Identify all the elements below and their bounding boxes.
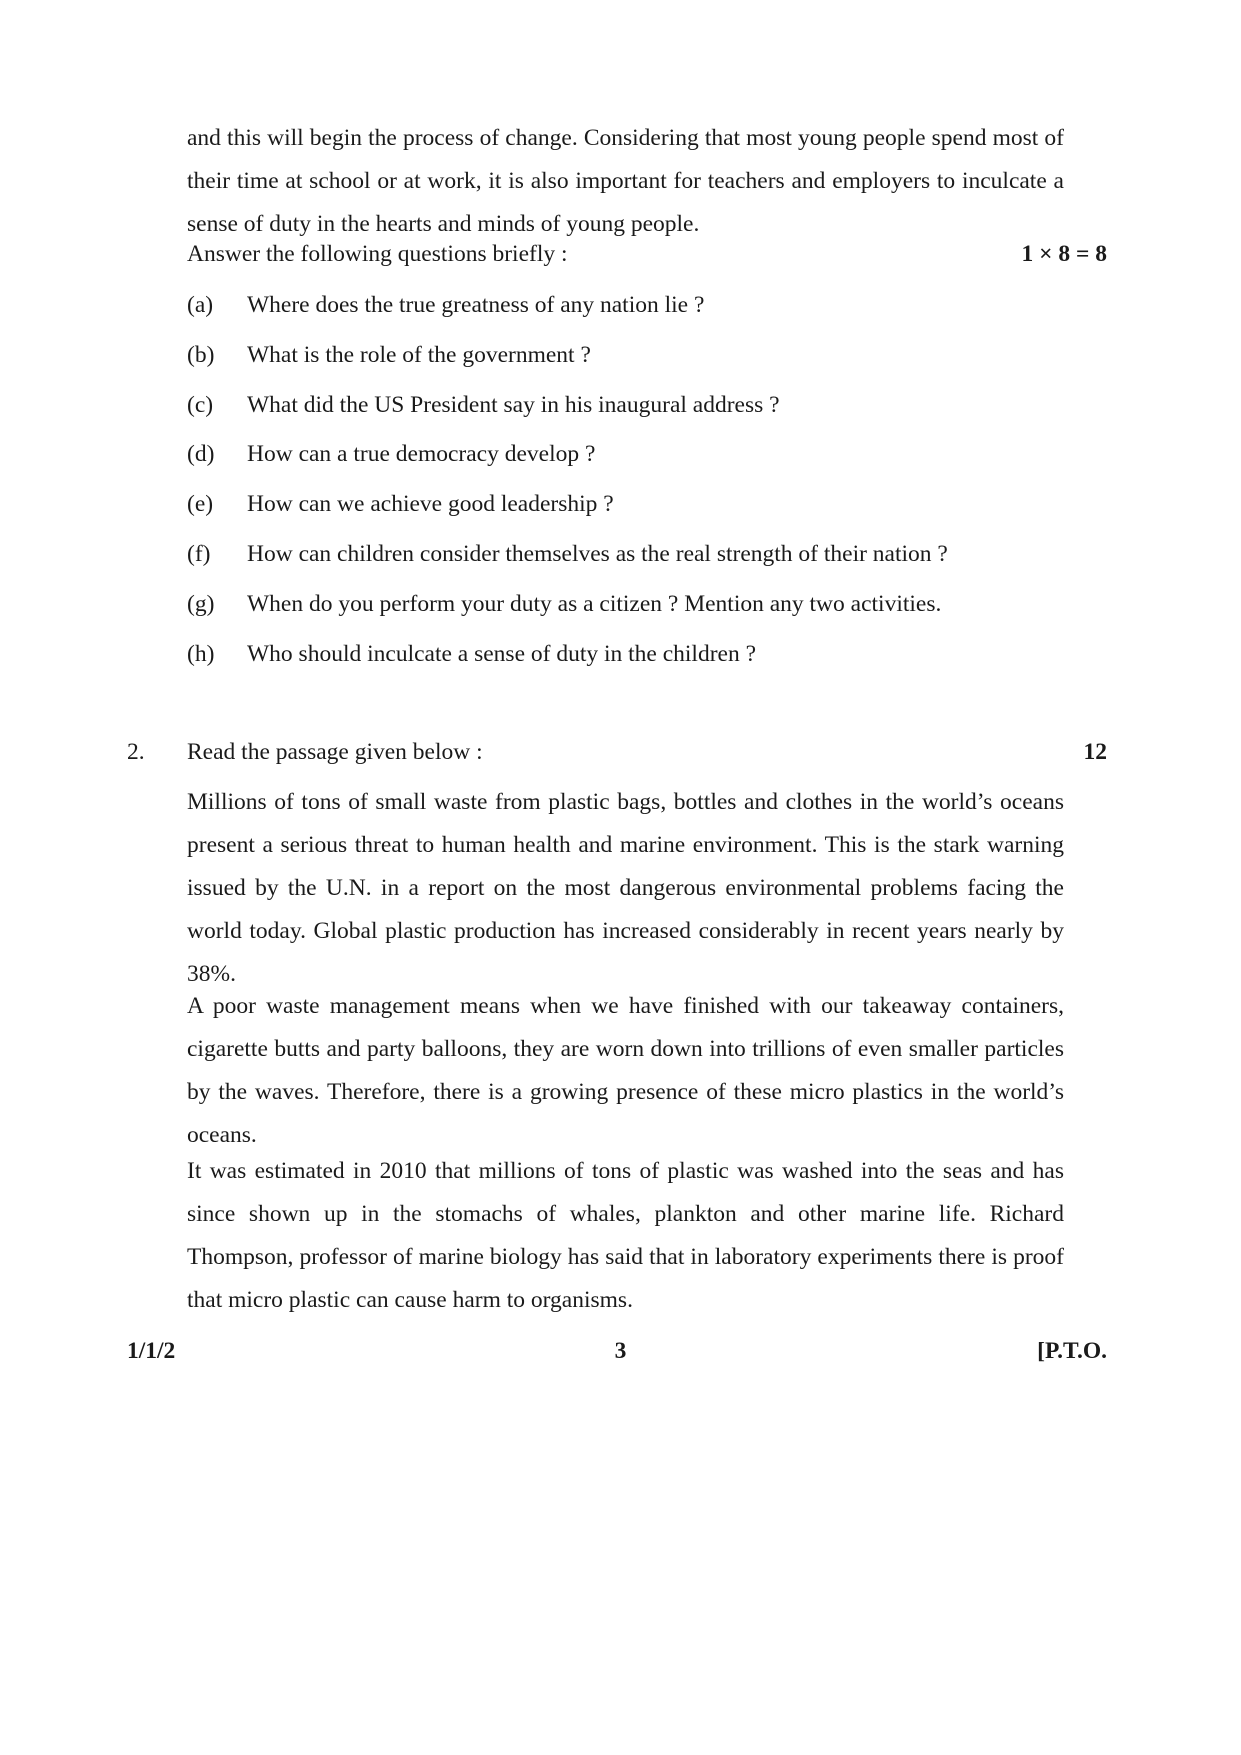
q1-marks: 1 × 8 = 8 xyxy=(1021,241,1107,267)
question-text: What is the role of the government ? xyxy=(247,342,591,368)
question-label: (e) xyxy=(187,491,214,517)
question-text: What did the US President say in his inaugural address ? xyxy=(247,392,780,418)
passage-paragraph: Millions of tons of small waste from plastic bags, bottles and clothes in the world’s oceans present a serious threat to human health and marine environment. This is the stark warning issued by the U.N. in a report on the most dangerous environmental problems facing the world today. Global plastic production has increased considerably in recent years nearly by 38%. xyxy=(187,789,1064,987)
question-label: (b) xyxy=(187,342,215,368)
question-item xyxy=(187,539,1107,569)
q2-instruction: Read the passage given below : xyxy=(187,739,483,765)
question-text: Who should inculcate a sense of duty in the children ? xyxy=(247,641,757,667)
question-label: (c) xyxy=(187,392,214,418)
question-label: (d) xyxy=(187,441,215,467)
question-text: How can we achieve good leadership ? xyxy=(247,491,614,517)
question-label: (h) xyxy=(187,641,215,667)
q1-instruction: Answer the following questions briefly : xyxy=(187,241,568,267)
question-item xyxy=(187,589,1107,619)
question-text: When do you perform your duty as a citizen ? Mention any two activities. xyxy=(247,591,942,617)
question-item xyxy=(187,340,1107,370)
question-item xyxy=(187,439,1107,469)
question-text: How can children consider themselves as the real strength of their nation ? xyxy=(247,541,948,567)
q2-header xyxy=(127,737,1107,767)
question-text: Where does the true greatness of any nation lie ? xyxy=(247,292,705,318)
question-label: (a) xyxy=(187,292,214,318)
question-item xyxy=(187,489,1107,519)
question-label: (f) xyxy=(187,541,211,567)
q1-header xyxy=(187,239,1107,269)
footer-code: 1/1/2 xyxy=(127,1338,176,1364)
question-item xyxy=(187,639,1107,669)
passage-paragraph: It was estimated in 2010 that millions of tons of plastic was washed into the seas and has since shown up in the stomachs of whales, plankton and other marine life. Richard Thompson, professor of marine biology has said that in laboratory experiments there is proof that micro plastic can cause harm to organisms. xyxy=(187,1158,1064,1313)
intro-paragraph: and this will begin the process of change. Considering that most young people spend most of their time at school or at work, it is also important for teachers and employers to inculcate a sense of duty in the hearts and minds of young people. xyxy=(187,125,1064,237)
question-label: (g) xyxy=(187,591,215,617)
footer-pto: [P.T.O. xyxy=(1037,1338,1107,1364)
passage-paragraph: A poor waste management means when we have finished with our takeaway containers, cigarette butts and party balloons, they are worn down into trillions of even smaller particles by the waves. Therefore, there is a growing presence of these micro plastics in the world’s oceans. xyxy=(187,993,1064,1148)
q2-number: 2. xyxy=(127,739,145,765)
footer-page-number: 3 xyxy=(614,1338,627,1364)
question-item xyxy=(187,390,1107,420)
question-item xyxy=(187,290,1107,320)
q2-marks: 12 xyxy=(1083,739,1107,765)
question-text: How can a true democracy develop ? xyxy=(247,441,596,467)
